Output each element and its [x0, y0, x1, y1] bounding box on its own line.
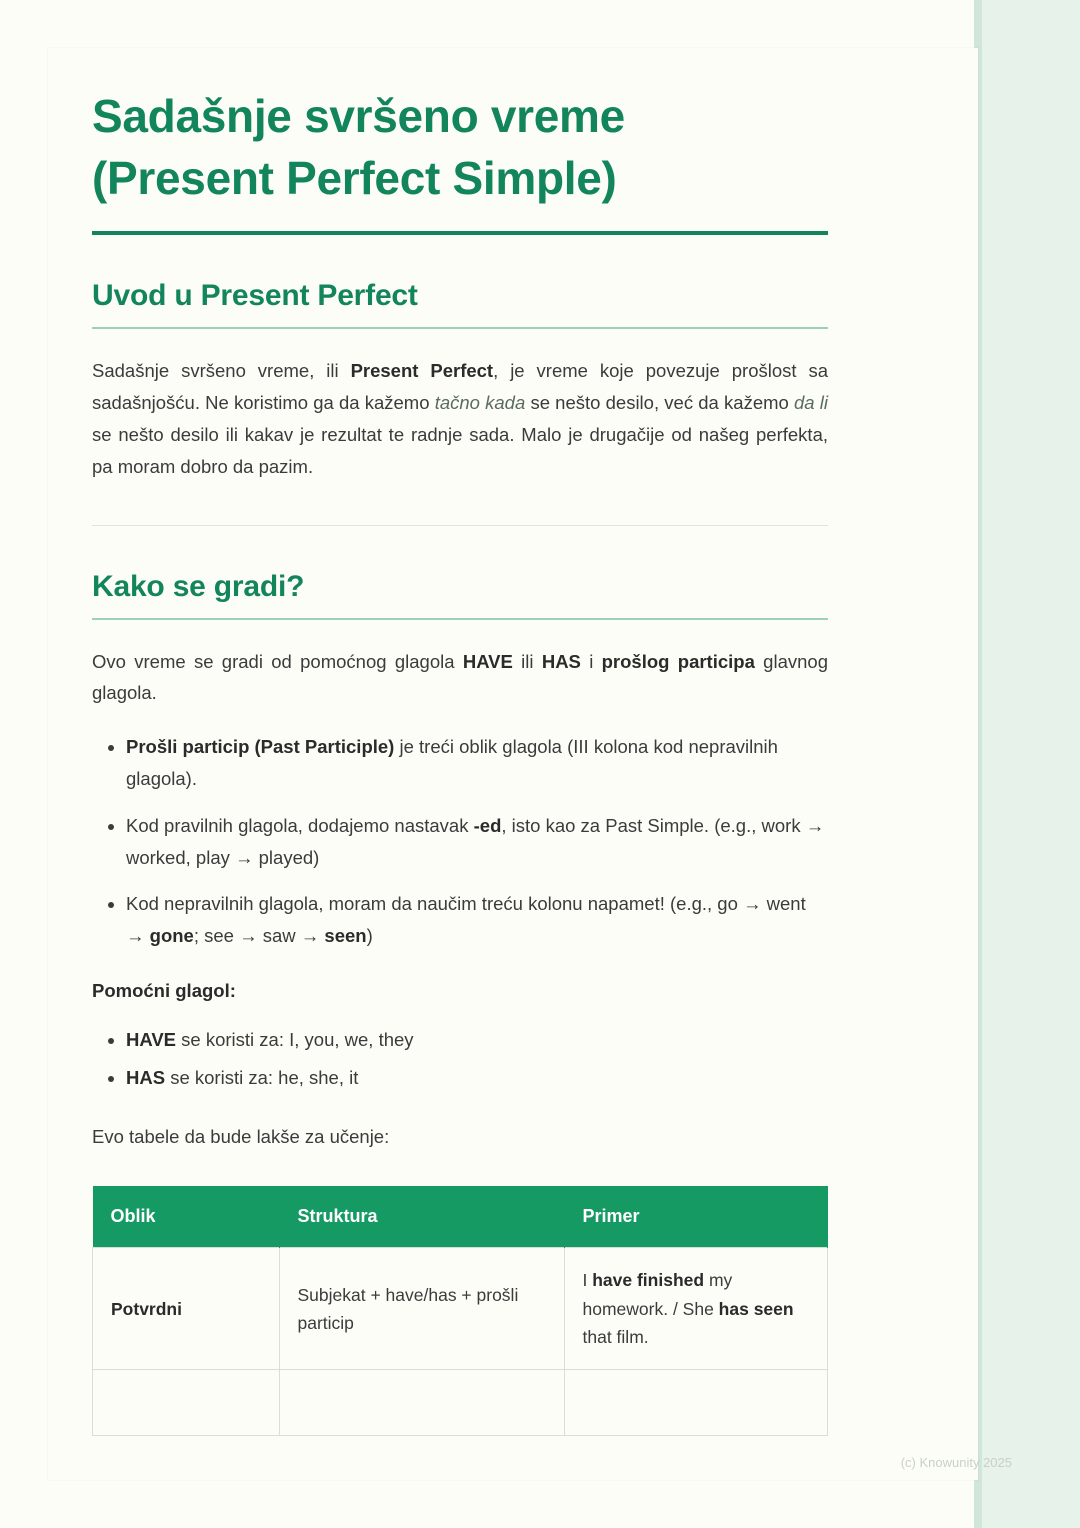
- list-item: [126, 810, 828, 874]
- list-item: [126, 1062, 828, 1094]
- intro-italic-tacno-kada: tačno kada: [434, 392, 526, 414]
- aux-bullet-has-bold: HAS: [126, 1067, 166, 1089]
- bullet-2-text-2: , isto kao za Past Simple. (e.g., work → worked, play → played): [126, 814, 825, 868]
- section-separator: [92, 525, 828, 526]
- formation-bullet-list: [92, 731, 828, 952]
- intro-text-2: , je vreme koje povezuje prošlost sa sadašnjošću. Ne koristimo ga da kažemo: [92, 360, 829, 414]
- aux-bullet-have-bold: HAVE: [126, 1029, 177, 1051]
- primer-text-2: my homework. / She: [582, 1270, 733, 1319]
- table-cell-struktura: Subjekat + have/has + prošli particip: [279, 1248, 564, 1370]
- intro-paragraph: [92, 355, 828, 482]
- list-item: [126, 1024, 828, 1056]
- table-cell-oblik: Potvrdni: [93, 1248, 280, 1370]
- aux-verb-label: Pomoćni glagol:: [92, 980, 236, 1002]
- formation-text-1: Ovo vreme se gradi od pomoćnog glagola: [92, 650, 463, 672]
- formation-text-4: glavnog glagola.: [92, 650, 828, 704]
- list-item: [126, 731, 828, 795]
- bullet-1-text: je treći oblik glagola (III kolona kod nepravilnih glagola).: [126, 736, 778, 790]
- bullet-3-text-3: ): [366, 925, 373, 947]
- primer-text-3: that film.: [582, 1327, 649, 1348]
- primer-text-1: I: [582, 1270, 593, 1291]
- table-row: [93, 1248, 828, 1370]
- bullet-3-bold-seen: seen: [324, 925, 367, 947]
- intro-text-1: Sadašnje svršeno vreme, ili: [92, 360, 351, 382]
- section-divider-intro: [92, 327, 828, 329]
- table-header-primer: Primer: [564, 1186, 828, 1248]
- intro-bold-present-perfect: Present Perfect: [350, 360, 494, 382]
- document-content: [92, 86, 828, 1436]
- section-heading-formation: Kako se gradi?: [92, 569, 305, 603]
- table-intro-text: Evo tabele da bude lakše za učenje:: [92, 1125, 390, 1147]
- page-edge-band: [982, 0, 1080, 1528]
- bullet-3-text-1: Kod nepravilnih glagola, moram da naučim treću kolonu napamet! (e.g., go → went →: [126, 892, 806, 947]
- formation-bold-has: HAS: [541, 650, 581, 672]
- primer-bold-have-finished: have finished: [592, 1270, 705, 1291]
- bullet-3-bold-gone: gone: [149, 925, 194, 947]
- table-header-row: [93, 1186, 828, 1248]
- aux-verb-list: [92, 1024, 828, 1094]
- grammar-table: [92, 1186, 828, 1435]
- formation-paragraph: [92, 646, 828, 710]
- page-title-line-2: (Present Perfect Simple): [92, 151, 617, 204]
- aux-bullet-has-text: se koristi za: he, she, it: [165, 1067, 359, 1089]
- bullet-3-text-2: ; see → saw →: [193, 925, 325, 947]
- table-cell-primer: [564, 1248, 828, 1370]
- list-item: [126, 888, 828, 952]
- page-title-line-1: Sadašnje svršeno vreme: [92, 90, 625, 142]
- table-row: [93, 1370, 828, 1435]
- intro-text-3: se nešto desilo, već da kažemo: [525, 392, 794, 414]
- formation-text-2: ili: [512, 650, 542, 672]
- table-header-oblik: Oblik: [93, 1186, 280, 1248]
- intro-italic-da-li: da li: [794, 392, 828, 414]
- primer-bold-has-seen: has seen: [718, 1298, 794, 1319]
- table-cell-primer: [564, 1370, 828, 1435]
- document-sheet: [48, 48, 978, 1480]
- bullet-2-bold-ed: -ed: [473, 814, 502, 836]
- formation-bold-proslog-participa: prošlog participa: [601, 650, 755, 672]
- table-cell-oblik: [93, 1370, 280, 1435]
- formation-bold-have: HAVE: [462, 650, 513, 672]
- page-title: [92, 86, 828, 209]
- title-divider: [92, 231, 828, 235]
- section-heading-intro: Uvod u Present Perfect: [92, 279, 418, 313]
- watermark: (c) Knowunity 2025: [900, 1455, 1012, 1470]
- grammar-table-body: [93, 1248, 828, 1435]
- aux-bullet-have-text: se koristi za: I, you, we, they: [176, 1029, 414, 1051]
- formation-text-3: i: [580, 650, 602, 672]
- bullet-1-bold: Prošli particip (Past Participle): [126, 736, 395, 758]
- intro-text-4: se nešto desilo ili kakav je rezultat te radnje sada. Malo je drugačije od našeg perfekta, pa moram dobro da pazim.: [92, 423, 828, 477]
- table-header-struktura: Struktura: [279, 1186, 564, 1248]
- bullet-2-text-1: Kod pravilnih glagola, dodajemo nastavak: [126, 814, 474, 836]
- section-divider-formation: [92, 618, 828, 620]
- table-cell-struktura: [279, 1370, 564, 1435]
- grammar-table-head: [93, 1186, 828, 1248]
